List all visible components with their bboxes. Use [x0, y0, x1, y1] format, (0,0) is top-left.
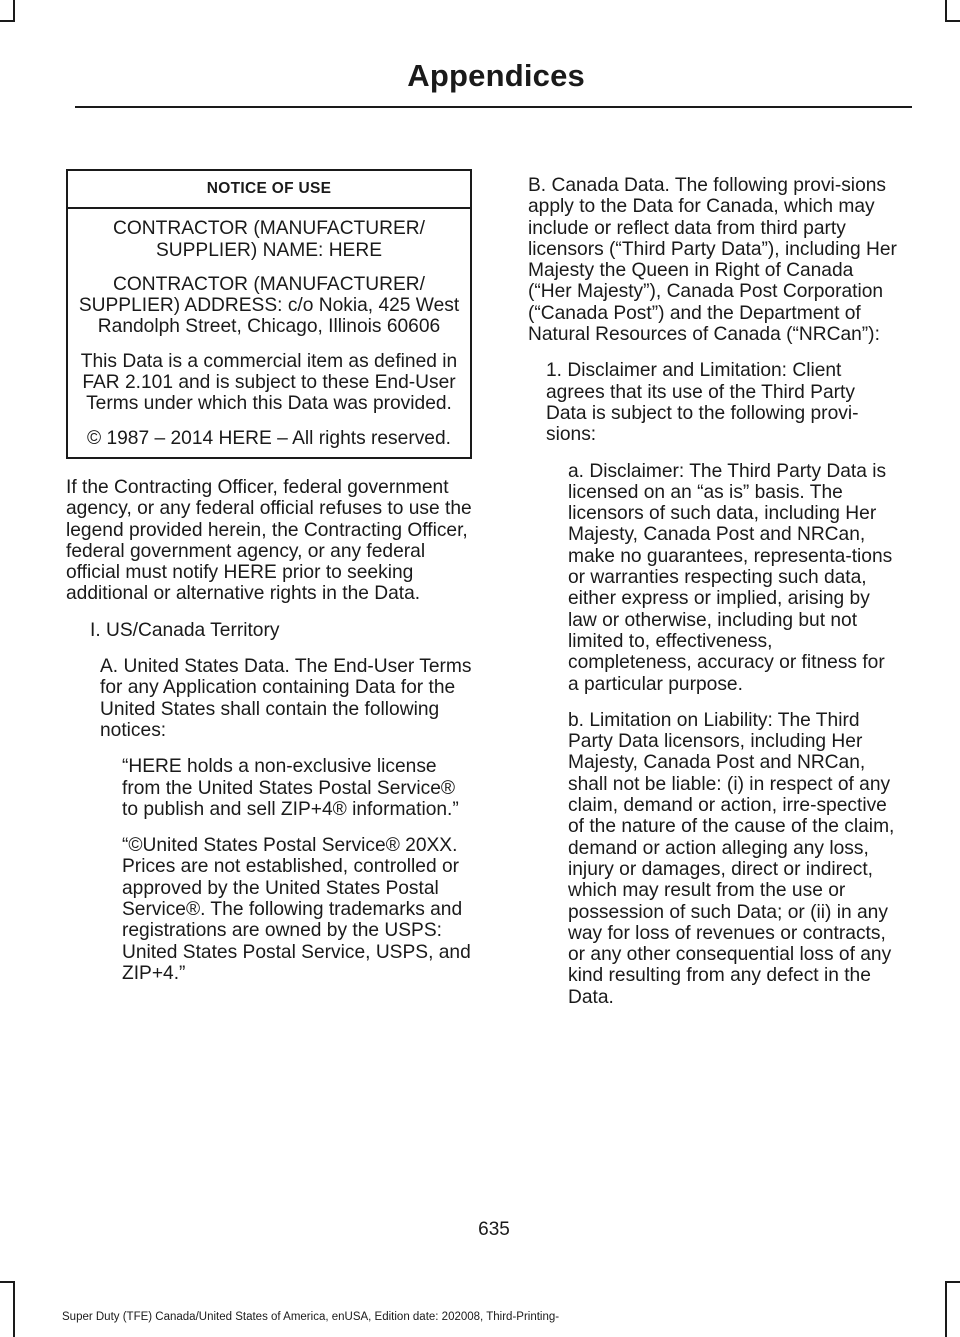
paragraph-limitation-liability: b. Limitation on Liability: The Third Party Data licensors, including Her Majesty, Canada Post and NRCan, shall not be liable: (i) in respect of any claim, demand or action, irre-spective of the nature of the cause of the claim, demand or action alleging any loss, injury or damages, direct or indirect, which may result from the use or possession of such Data; or (ii) in any way for loss of revenues or contracts, or any other consequential loss of any kind resulting from any defect in the Data. — [568, 709, 895, 1008]
paragraph-disclaimer-limitation: 1. Disclaimer and Limitation: Client agrees that its use of the Third Party Data is subject to the following provi-sions: — [546, 360, 859, 446]
crop-mark-bottom-right-horizontal — [945, 1281, 960, 1283]
footer-edition: Super Duty (TFE) Canada/United States of America, enUSA, Edition date: 202008, Third-Printing- — [62, 1311, 560, 1323]
heading-us-canada-territory: I. US/Canada Territory — [90, 619, 280, 641]
crop-mark-bottom-left-horizontal — [0, 1281, 15, 1283]
left-column — [66, 169, 476, 999]
quote-usps-license: “HERE holds a non-exclusive license from the United States Postal Service® to publish and sell ZIP+4® information.” — [122, 756, 459, 820]
page-number: 635 — [478, 1219, 510, 1240]
paragraph-united-states-data: A. United States Data. The End-User Terms for any Application containing Data for the United States shall contain the following notices: — [100, 656, 472, 741]
notice-copyright: © 1987 – 2014 HERE – All rights reserved. — [87, 427, 451, 449]
crop-mark-bottom-right-vertical — [945, 1281, 947, 1337]
crop-mark-top-left-horizontal — [0, 20, 15, 22]
notice-body — [68, 209, 470, 449]
crop-mark-top-right-horizontal — [945, 20, 960, 22]
crop-mark-top-right-vertical — [945, 0, 947, 22]
crop-mark-bottom-left-vertical — [13, 1281, 15, 1337]
crop-mark-top-left-vertical — [13, 0, 15, 22]
notice-contractor-name: CONTRACTOR (MANUFACTURER/ SUPPLIER) NAME: HERE — [113, 218, 425, 261]
notice-heading: NOTICE OF USE — [68, 171, 470, 209]
section-title: Appendices — [407, 58, 585, 93]
notice-contractor-address: CONTRACTOR (MANUFACTURER/ SUPPLIER) ADDRESS: c/o Nokia, 425 West Randolph Street, Chicago, Illinois 60606 — [78, 273, 460, 338]
paragraph-contracting-officer: If the Contracting Officer, federal government agency, or any federal official refuses to use the legend provided herein, the Contracting Officer, federal government agency, or any federal official must notify HERE prior to seeking additional or alternative rights in the Data. — [66, 476, 472, 605]
notice-commercial-item: This Data is a commercial item as defined in FAR 2.101 and is subject to these End-User Terms under which this Data was provided. — [80, 350, 458, 415]
paragraph-canada-data: B. Canada Data. The following provi-sions apply to the Data for Canada, which may include or reflect data from third party licensors (“Third Party Data”), including Her Majesty the Queen in Right of Canada (“Her Majesty”), Canada Post Corporation (“Canada Post”) and the Department of Natural Resources of Canada (“NRCan”): — [528, 175, 897, 346]
right-column — [528, 175, 900, 1023]
paragraph-disclaimer: a. Disclaimer: The Third Party Data is licensed on an “as is” basis. The licensors of such data, including Her Majesty, Canada Post and NRCan, make no guarantees, representa-tions or warranties respecting such data, either express or implied, arising by law or otherwise, including but not limited to, effectiveness, completeness, accuracy or fitness for a particular purpose. — [568, 460, 893, 695]
quote-usps-trademarks: “©United States Postal Service® 20XX. Prices are not established, controlled or approved by the United States Postal Service®. The following trademarks and registrations are owned by the USPS: United States Postal Service, USPS, and ZIP+4.” — [122, 835, 471, 984]
notice-of-use-box — [66, 169, 472, 459]
header-rule — [75, 106, 912, 108]
